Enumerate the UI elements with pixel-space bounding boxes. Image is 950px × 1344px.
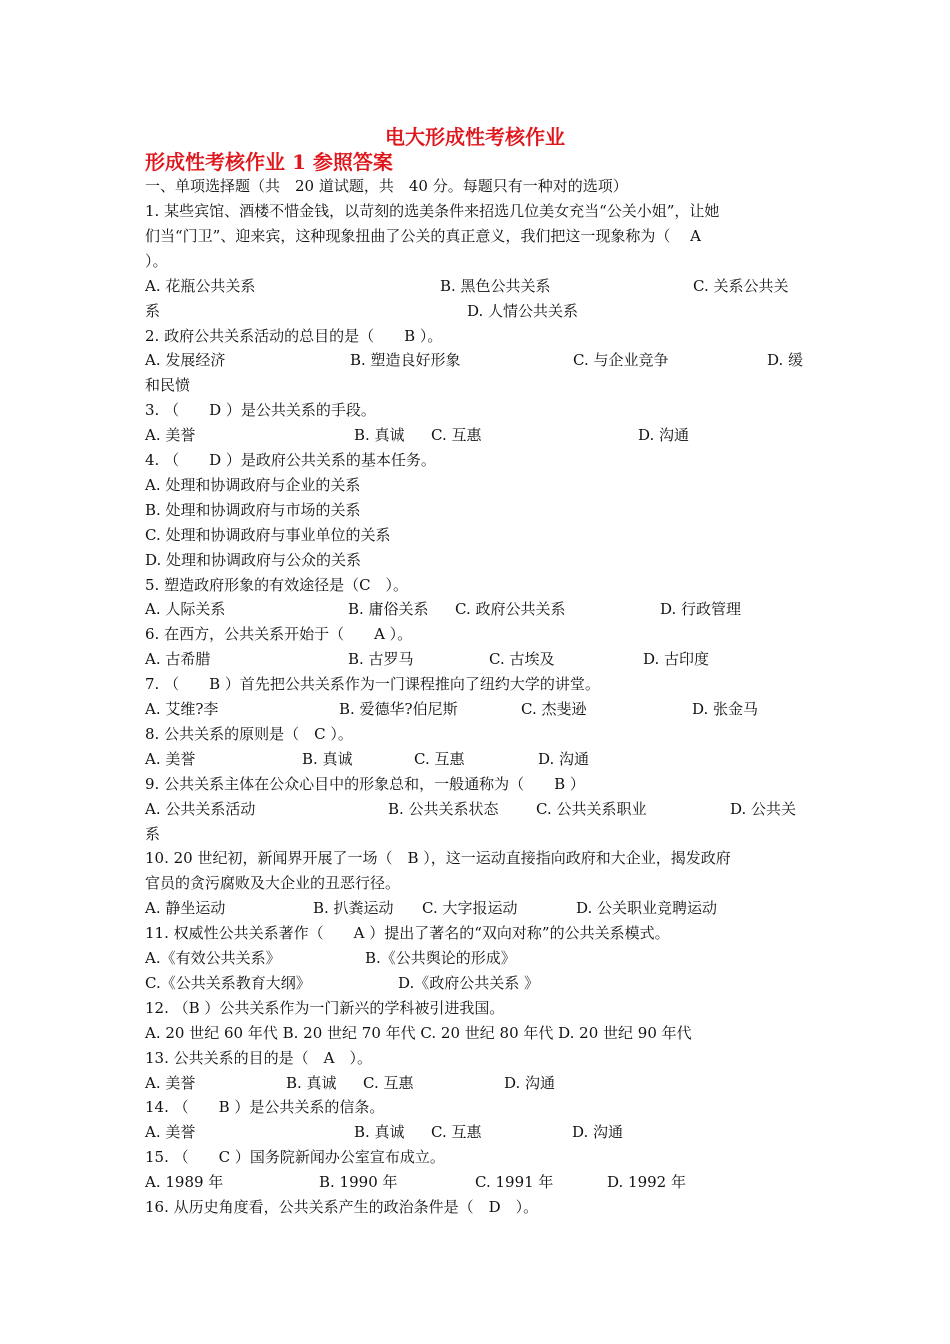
text-line [145,772,810,797]
option-text: B. 扒粪运动 [313,899,394,918]
option-text: D. 公关职业竞聘运动 [576,899,718,918]
option-text: B. 1990 年 [319,1173,398,1192]
text-line [145,822,810,847]
line-text: A. 静坐运动 [145,899,226,918]
line-text: A. 古希腊 [145,650,211,669]
option-text: B. 古罗马 [348,650,414,669]
line-text: A. 20 世纪 60 年代 B. 20 世纪 70 年代 C. 20 世纪 80 年代 D. 20 世纪 90 年代 [145,1023,692,1042]
line-text: A. 美誉 [145,749,196,768]
option-text: B. 公共关系状态 [388,799,499,818]
line-text: A. 花瓶公共关系 [145,276,256,295]
line-text: A.《有效公共关系》 [145,949,281,967]
line-text: ）。 [145,251,168,270]
line-text: B. 处理和协调政府与市场的关系 [145,500,361,519]
text-line [145,398,810,423]
line-text: C. 处理和协调政府与事业单位的关系 [145,525,391,544]
line-text: 系 [145,301,161,320]
text-line [145,747,810,772]
option-text: B. 塑造良好形象 [350,351,461,370]
option-text: D. 沟通 [572,1123,624,1142]
text-line [145,597,810,622]
line-text: 4. （ D ）是政府公共关系的基本任务。 [145,451,436,469]
option-text: D. 沟通 [504,1073,556,1092]
line-text: 16. 从历史角度看，公共关系产生的政治条件是（ D ）。 [145,1198,539,1216]
option-text: D.《政府公共关系 》 [398,973,540,992]
text-line [145,1021,810,1046]
option-text: D. 沟通 [638,426,690,445]
line-text: A. 发展经济 [145,351,226,370]
line-text: A. 美誉 [145,1073,196,1092]
option-text: B. 真诚 [354,1123,405,1142]
option-text: D. 沟通 [538,749,590,768]
text-line [145,722,810,747]
option-text: C. 杰斐逊 [521,700,587,718]
option-text: C. 互惠 [431,426,482,445]
text-line [145,1170,810,1195]
line-text: 官员的贪污腐败及大企业的丑恶行径。 [145,874,401,893]
section-heading-text: 一、单项选择题（共 20 道试题，共 40 分。每题只有一种对的选项） [145,177,628,195]
text-line [145,199,810,224]
line-text: 系 [145,824,161,843]
option-text: C. 关系公共关 [693,276,789,295]
text-line [145,622,810,647]
option-text: C. 与企业竞争 [573,351,669,370]
option-text: C. 互惠 [431,1123,482,1142]
line-text: A. 1989 年 [145,1173,224,1192]
line-text: 9. 公共关系主体在公众心目中的形象总和，一般通称为（ B ） [145,774,585,793]
option-text: B.《公共舆论的形成》 [365,949,516,967]
text-line [145,1095,810,1120]
text-line [145,224,810,249]
text-line [145,299,810,324]
option-text: D. 公共关 [730,799,797,818]
text-line [145,1120,810,1145]
text-line [145,1071,810,1096]
text-line [145,348,810,373]
line-text: 7. （ B ）首先把公共关系作为一门课程推向了纽约大学的讲堂。 [145,675,600,694]
text-line [145,498,810,523]
option-text: B. 黑色公共关系 [440,276,551,295]
line-text: 8. 公共关系的原则是（ C ）。 [145,724,353,743]
option-text: B. 真诚 [302,749,353,768]
section-heading [145,174,810,199]
option-text: B. 真诚 [354,426,405,445]
line-text: 11. 权威性公共关系著作（ A ）提出了著名的“双向对称”的公共关系模式。 [145,924,670,943]
text-line [145,896,810,921]
line-text: 2. 政府公共关系活动的总目的是（ B ）。 [145,326,443,345]
line-text: 15. （ C ）国务院新闻办公室宣布成立。 [145,1148,445,1167]
line-text: A. 美誉 [145,1123,196,1142]
line-text: A. 公共关系活动 [145,799,256,818]
option-text: B. 真诚 [286,1073,337,1092]
option-text: C. 大字报运动 [422,899,518,918]
document-subtitle: 形成性考核作业 1 参照答案 [145,150,393,174]
text-line [145,797,810,822]
option-text: B. 爱德华?伯尼斯 [339,700,458,718]
text-line [145,249,810,274]
text-line [145,697,810,722]
text-line [145,1145,810,1170]
text-line [145,373,810,398]
text-line [145,996,810,1021]
text-line [145,846,810,871]
line-text: 13. 公共关系的目的是（ A ）。 [145,1048,372,1067]
option-text: D. 缓 [767,351,804,370]
line-text: D. 处理和协调政府与公众的关系 [145,550,362,569]
text-line [145,647,810,672]
option-text: D. 张金马 [692,700,759,718]
text-line [145,473,810,498]
text-line [145,1195,810,1220]
option-text: B. 庸俗关系 [348,600,429,619]
line-text: C.《公共关系教育大纲》 [145,973,311,992]
line-text: A. 处理和协调政府与企业的关系 [145,475,361,494]
text-line [145,871,810,896]
line-text: A. 人际关系 [145,600,226,619]
option-text: C. 古埃及 [489,650,555,669]
text-line [145,448,810,473]
line-text: 1. 某些宾馆、酒楼不惜金钱，以苛刻的选美条件来招选几位美女充当“公关小姐”，让她 [145,202,720,220]
line-text: 6. 在西方，公共关系开始于（ A ）。 [145,625,413,644]
line-text: A. 艾维?李 [145,700,219,718]
line-text: 14. （ B ）是公共关系的信条。 [145,1098,385,1117]
text-line [145,548,810,573]
option-text: C. 互惠 [414,749,465,768]
text-line [145,573,810,598]
option-text: C. 公共关系职业 [536,799,647,818]
text-line [145,523,810,548]
line-text: 5. 塑造政府形象的有效途径是（C ）。 [145,575,409,594]
text-line [145,971,810,996]
text-line [145,921,810,946]
option-text: C. 1991 年 [475,1173,554,1192]
option-text: C. 互惠 [363,1073,414,1092]
text-line [145,946,810,971]
line-text: 10. 20 世纪初，新闻界开展了一场（ B ），这一运动直接指向政府和大企业，揭发政府 [145,849,731,868]
line-text: A. 美誉 [145,426,196,445]
line-text: 3. （ D ）是公共关系的手段。 [145,401,376,420]
option-text: C. 政府公共关系 [455,600,566,619]
option-text: D. 人情公共关系 [467,301,579,320]
text-line [145,274,810,299]
text-line [145,1046,810,1071]
document-title: 电大形成性考核作业 [385,125,565,149]
line-text: 12. （B ）公共关系作为一门新兴的学科被引进我国。 [145,998,505,1017]
option-text: D. 1992 年 [607,1173,686,1192]
line-text: 们当“门卫”、迎来宾，这种现象扭曲了公关的真正意义，我们把这一现象称为（ A [145,226,701,245]
option-text: D. 古印度 [643,650,710,669]
text-line [145,672,810,697]
line-text: 和民愤 [145,376,191,395]
text-line [145,324,810,349]
option-text: D. 行政管理 [660,600,742,619]
text-line [145,423,810,448]
